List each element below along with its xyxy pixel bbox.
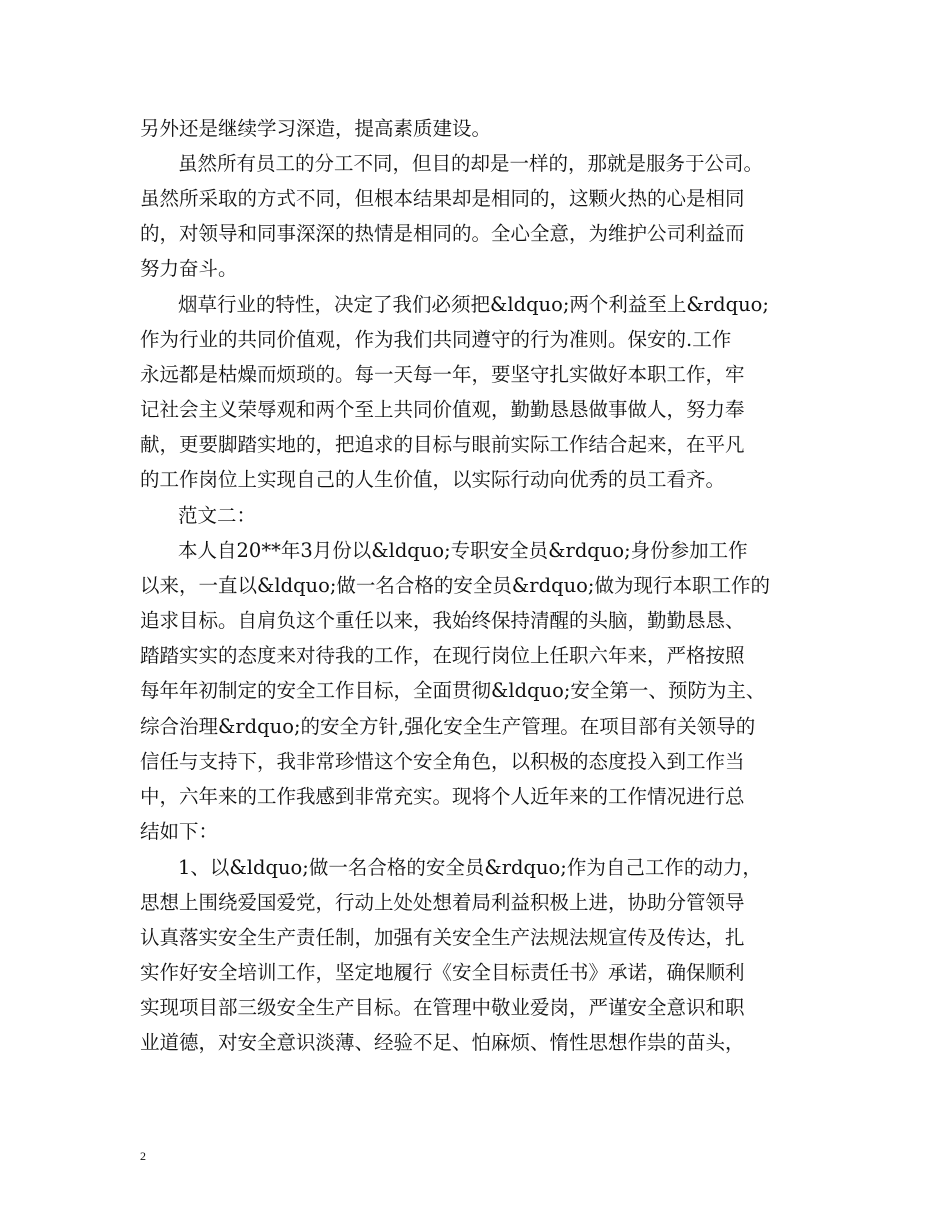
text-line: 虽然所有员工的分工不同，但目的却是一样的，那就是服务于公司。 [178, 152, 764, 175]
text-line: 献，更要脚踏实地的，把追求的目标与眼前实际工作结合起来，在平凡 [140, 433, 745, 456]
text-line: 认真落实安全生产责任制，加强有关安全生产法规法规宣传及传达，扎 [140, 926, 745, 949]
text-line: 永远都是枯燥而烦琐的。每一天每一年，要坚守扎实做好本职工作，牢 [140, 363, 745, 386]
text-line: 努力奋斗。 [140, 257, 238, 280]
text-line: 中，六年来的工作我感到非常充实。现将个人近年来的工作情况进行总 [140, 785, 745, 808]
text-line: 的工作岗位上实现自己的人生价值，以实际行动向优秀的员工看齐。 [140, 468, 726, 491]
text-line: 另外还是继续学习深造，提高素质建设。 [140, 117, 492, 140]
text-line: 记社会主义荣辱观和两个至上共同价值观，勤勤恳恳做事做人，努力奉 [140, 398, 745, 421]
text-line: 本人自20**年3月份以&ldquo;专职安全员&rdquo;身份参加工作 [178, 539, 748, 562]
text-line: 虽然所采取的方式不同，但根本结果却是相同的，这颗火热的心是相同 [140, 187, 745, 210]
text-line: 烟草行业的特性，决定了我们必须把&ldquo;两个利益至上&rdquo; [178, 293, 769, 316]
text-line: 踏踏实实的态度来对待我的工作，在现行岗位上任职六年来，严格按照 [140, 644, 745, 667]
page-number: 2 [140, 1149, 146, 1163]
text-line: 以来，一直以&ldquo;做一名合格的安全员&rdquo;做为现行本职工作的 [140, 574, 770, 597]
text-line: 每年年初制定的安全工作目标，全面贯彻&ldquo;安全第一、预防为主、 [140, 679, 766, 702]
text-line: 追求目标。自肩负这个重任以来，我始终保持清醒的头脑，勤勤恳恳、 [140, 609, 745, 632]
text-line: 思想上围绕爱国爱党，行动上处处想着局利益积极上进，协助分管领导 [140, 891, 745, 914]
section-heading: 范文二： [178, 504, 257, 527]
text-line: 实现项目部三级安全生产目标。在管理中敬业爱岗，严谨安全意识和职 [140, 996, 745, 1019]
text-line: 1、以&ldquo;做一名合格的安全员&rdquo;作为自己工作的动力， [178, 856, 762, 879]
text-line: 信任与支持下，我非常珍惜这个安全角色，以积极的态度投入到工作当 [140, 750, 745, 773]
text-line: 综合治理&rdquo;的安全方针,强化安全生产管理。在项目部有关领导的 [140, 715, 756, 738]
text-line: 作为行业的共同价值观，作为我们共同遵守的行为准则。保安的.工作 [140, 328, 732, 351]
text-line: 业道德，对安全意识淡薄、经验不足、怕麻烦、惰性思想作祟的苗头， [140, 1031, 745, 1054]
text-line: 的，对领导和同事深深的热情是相同的。全心全意，为维护公司利益而 [140, 222, 745, 245]
text-line: 结如下： [140, 820, 219, 843]
text-line: 实作好安全培训工作，坚定地履行《安全目标责任书》承诺，确保顺利 [140, 961, 745, 984]
